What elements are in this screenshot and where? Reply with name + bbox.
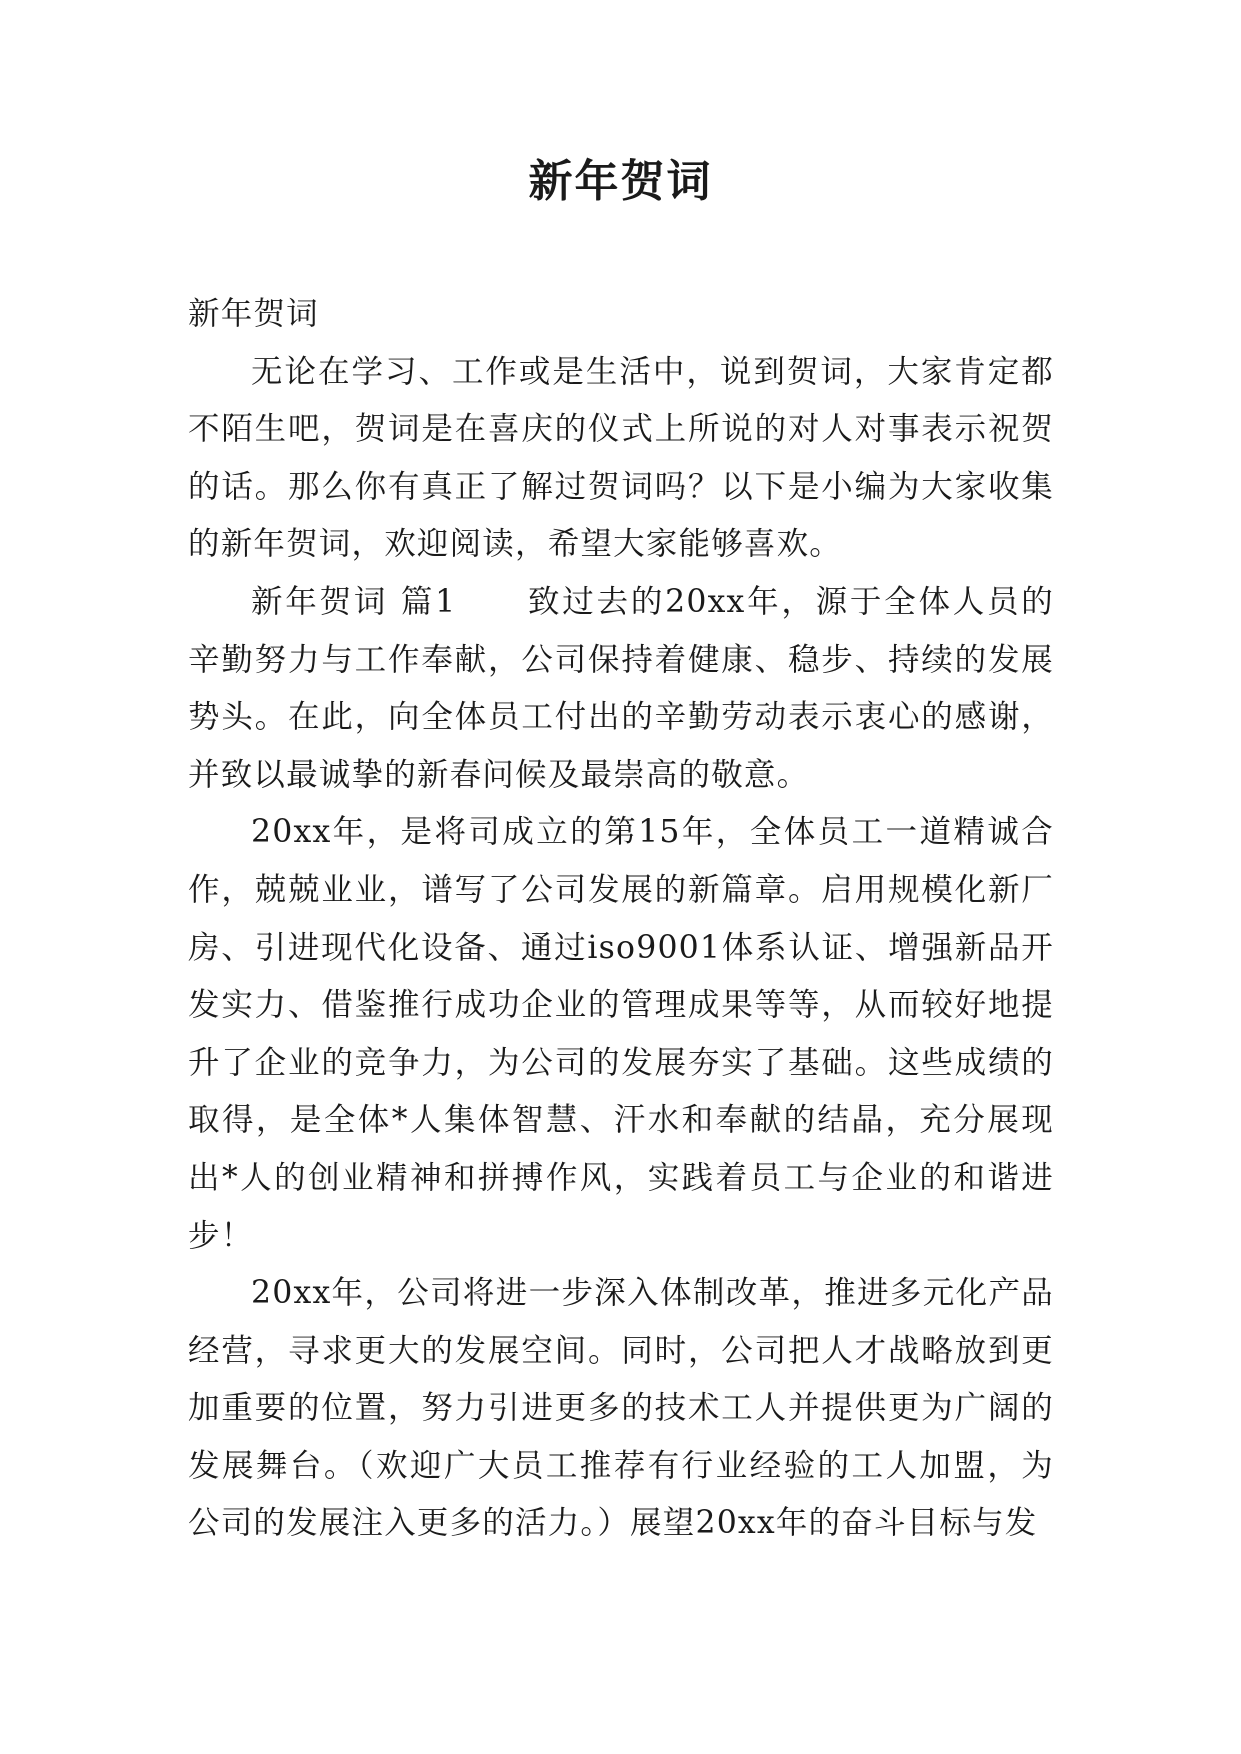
document-subheading: 新年贺词 [188, 296, 319, 332]
section-label: 新年贺词 篇1 [251, 583, 457, 620]
outlook-paragraph: 20xx年，公司将进一步深入体制改革，推进多元化产品经营，寻求更大的发展空间。同时，公司把人才战略放到更加重要的位置，努力引进更多的技术工人并提供更为广阔的发展舞台。（欢迎广大员工推荐有行业经验的工人加盟，为公司的发展注入更多的活力。）展望20xx年的奋斗目标与发 [188, 1275, 1054, 1542]
section-text: 致过去的20xx年，源于全体人员的辛勤努力与工作奉献，公司保持着健康、稳步、持续的发展势头。在此，向全体员工付出的辛勤劳动表示衷心的感谢，并致以最诚挚的新春问候及最崇高的敬意。 [188, 583, 1054, 793]
achievements-paragraph: 20xx年，是将司成立的第15年，全体员工一道精诚合作，兢兢业业，谱写了公司发展的新篇章。启用规模化新厂房、引进现代化设备、通过iso9001体系认证、增强新品开发实力、借鉴推行成功企业的管理成果等等，从而较好地提升了企业的竞争力，为公司的发展夯实了基础。这些成绩的取得，是全体*人集体智慧、汗水和奉献的结晶，充分展现出*人的创业精神和拼搏作风，实践着员工与企业的和谐进步！ [188, 814, 1054, 1254]
document-body [188, 286, 1054, 1553]
document-title: 新年贺词 [528, 156, 713, 207]
intro-paragraph: 无论在学习、工作或是生活中，说到贺词，大家肯定都不陌生吧，贺词是在喜庆的仪式上所说的对人对事表示祝贺的话。那么你有真正了解过贺词吗？以下是小编为大家收集的新年贺词，欢迎阅读，希望大家能够喜欢。 [188, 353, 1054, 563]
section-paragraph [188, 574, 1054, 804]
